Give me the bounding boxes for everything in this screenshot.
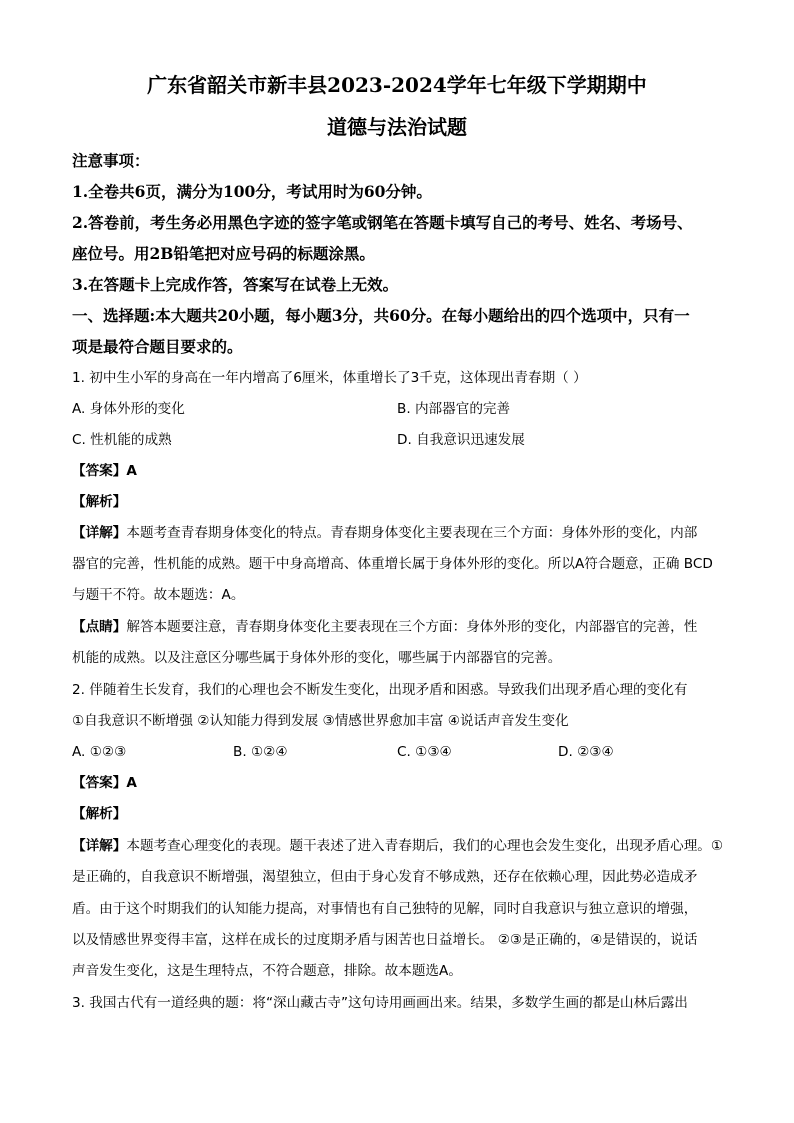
q2-answer: 【答案】A (72, 775, 137, 791)
notice-item-1: 1.全卷共6页，满分为100分，考试用时为60分钟。 (72, 182, 432, 201)
q1-tip-line2: 机能的成熟。以及注意区分哪些属于身体外形的变化，哪些属于内部器官的完善。 (72, 650, 562, 666)
q1-analysis-label: 【解析】 (72, 494, 127, 510)
q2-detail-line3: 盾。由于这个时期我们的认知能力提高，对事情也有自己独特的见解，同时自我意识与独立意识的增强， (72, 901, 698, 917)
q2-option-a: A. ①②③ (72, 744, 127, 760)
notice-item-2-line2: 座位号。用2B铅笔把对应号码的标题涂黑。 (72, 244, 375, 263)
q2-detail-line2: 是正确的，自我意识不断增强，渴望独立，但由于身心发育不够成熟，还存在依赖心理，因此势必造成矛 (72, 869, 698, 885)
q2-detail-line5: 声音发生变化，这是生理特点，不符合题意，排除。故本题选A。 (72, 963, 462, 979)
section-heading-line1: 一、选择题:本大题共20小题，每小题3分，共60分。在每小题给出的四个选项中，只有一 (72, 306, 690, 325)
q1-detail-line2: 器官的完善，性机能的成熟。题干中身高增高、体重增长属于身体外形的变化。所以A符合题意，正确 BCD (72, 556, 713, 572)
q2-option-d: D. ②③④ (558, 744, 614, 760)
q2-items: ①自我意识不断增强 ②认知能力得到发展 ③情感世界愈加丰富 ④说话声音发生变化 (72, 713, 569, 729)
exam-title-line1: 广东省韶关市新丰县2023-2024学年七年级下学期期中 (147, 73, 647, 97)
q3-stem: 3. 我国古代有一道经典的题：将“深山藏古寺”这句诗用画画出来。结果，多数学生画的都是山林后露出 (72, 995, 688, 1011)
q2-analysis-label: 【解析】 (72, 806, 127, 822)
notice-item-3: 3.在答题卡上完成作答，答案写在试卷上无效。 (72, 275, 399, 294)
q1-option-d: D. 自我意识迅速发展 (397, 432, 525, 448)
q1-detail-line3: 与题干不符。故本题选：A。 (72, 587, 245, 603)
q1-stem: 1. 初中生小军的身高在一年内增高了6厘米，体重增长了3千克，这体现出青春期（ ） (72, 370, 587, 386)
q1-tip-text1: 解答本题要注意，青春期身体变化主要表现在三个方面：身体外形的变化，内部器官的完善，性 (126, 619, 698, 635)
q2-detail-text1: 本题考查心理变化的表现。题干表述了进入青春期后，我们的心理也会发生变化，出现矛盾心理。① (126, 838, 724, 854)
notice-heading: 注意事项： (72, 151, 150, 170)
section-heading-line2: 项是最符合题目要求的。 (72, 337, 243, 356)
q1-answer: 【答案】A (72, 463, 137, 479)
q1-tip-line1 (72, 617, 697, 637)
q1-detail-text1: 本题考查青春期身体变化的特点。青春期身体变化主要表现在三个方面：身体外形的变化，内部 (126, 525, 698, 541)
q1-tip-tag: 【点睛】 (72, 619, 127, 635)
q1-option-c: C. 性机能的成熟 (72, 432, 172, 448)
q1-detail-line1 (72, 523, 697, 543)
notice-item-2-line1: 2.答卷前，考生务必用黑色字迹的签字笔或钢笔在答题卡填写自己的考号、姓名、考场号、 (72, 213, 693, 232)
q1-detail-tag: 【详解】 (72, 525, 127, 541)
q2-option-c: C. ①③④ (397, 744, 452, 760)
q1-option-b: B. 内部器官的完善 (397, 401, 511, 417)
q1-option-a: A. 身体外形的变化 (72, 401, 185, 417)
exam-title-line2: 道德与法治试题 (327, 115, 467, 139)
q2-option-b: B. ①②④ (233, 744, 288, 760)
q2-stem: 2. 伴随着生长发育，我们的心理也会不断发生变化，出现矛盾和困惑。导致我们出现矛盾心理的变化有 (72, 682, 688, 698)
q2-detail-line4: 以及情感世界变得丰富，这样在成长的过度期矛盾与困苦也日益增长。 ②③是正确的，④是错误的，说话 (72, 932, 698, 948)
q2-detail-line1 (72, 836, 723, 856)
q2-detail-tag: 【详解】 (72, 838, 127, 854)
